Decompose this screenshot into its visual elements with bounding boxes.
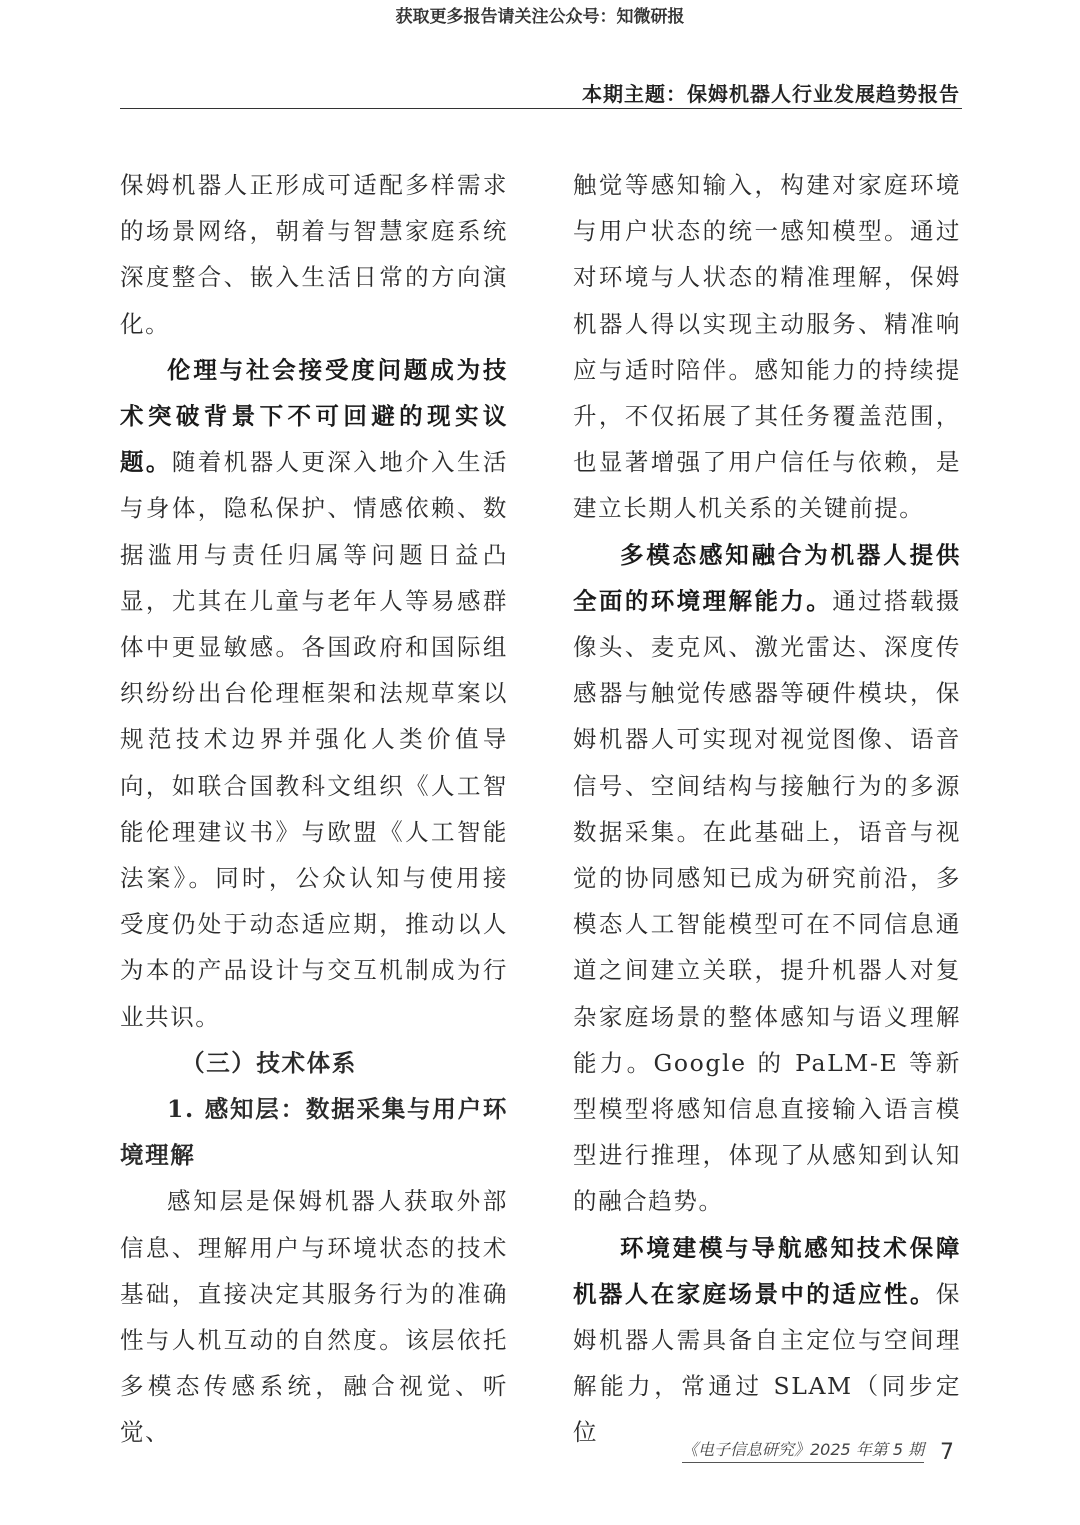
bold-lead: 伦理与社会接受度问题成为技术突破背景下不可回避的现实议题。	[120, 355, 508, 477]
paragraph	[573, 1225, 961, 1456]
paragraph: 感知层是保姆机器人获取外部信息、理解用户与环境状态的技术基础，直接决定其服务行为的准确性与人机互动的自然度。该层依托多模态传感系统，融合视觉、听觉、	[120, 1187, 508, 1447]
section-heading: （三）技术体系	[181, 1048, 357, 1077]
paragraph-text: 通过搭载摄像头、麦克风、激光雷达、深度传感器与触觉传感器等硬件模块，保姆机器人可实现对视觉图像、语音信号、空间结构与接触行为的多源数据采集。在此基础上，语音与视觉的协同感知已成为研究前沿，多模态人工智能模型可在不同信息通道之间建立关联，提升机器人对复杂家庭场景的整体感知与语义理解能力。Google 的 PaLM-E 等新型模型将感知信息直接输入语言模型进行推理，体现了从感知到认知的融合趋势。	[573, 586, 962, 1216]
left-column	[120, 162, 508, 1456]
page-number: 7	[940, 1440, 954, 1465]
running-head: 本期主题：保姆机器人行业发展趋势报告	[582, 82, 960, 106]
paragraph	[120, 347, 508, 1040]
paragraph	[573, 532, 961, 1225]
bold-lead: 环境建模与导航感知技术保障机器人在家庭场景中的适应性。	[573, 1233, 961, 1308]
paragraph-text: 保姆机器人需具备自主定位与空间理解能力，常通过 SLAM（同步定位	[573, 1279, 961, 1447]
right-column	[573, 162, 961, 1456]
header-divider	[120, 108, 962, 109]
bold-lead: 多模态感知融合为机器人提供全面的环境理解能力。	[573, 540, 961, 615]
promo-banner: 获取更多报告请关注公众号：知微研报	[395, 7, 685, 27]
paragraph: 触觉等感知输入，构建对家庭环境与用户状态的统一感知模型。通过对环境与人状态的精准理解，保姆机器人得以实现主动服务、精准响应与适时陪伴。感知能力的持续提升，不仅拓展了其任务覆盖范围，也显著增强了用户信任与依赖，是建立长期人机关系的关键前提。	[573, 171, 961, 523]
paragraph-text: 随着机器人更深入地介入生活与身体，隐私保护、情感依赖、数据滥用与责任归属等问题日益凸显，尤其在儿童与老年人等易感群体中更显敏感。各国政府和国际组织纷纷出台伦理框架和法规草案以规范技术边界并强化人类价值导向，如联合国教科文组织《人工智能伦理建议书》与欧盟《人工智能法案》。同时，公众认知与使用接受度仍处于动态适应期，推动以人为本的产品设计与交互机制成为行业共识。	[120, 448, 508, 1031]
journal-footer: 《电子信息研究》2025 年第 5 期	[682, 1437, 924, 1463]
subsection-heading: 1. 感知层：数据采集与用户环境理解	[120, 1095, 508, 1170]
paragraph: 保姆机器人正形成可适配多样需求的场景网络，朝着与智慧家庭系统深度整合、嵌入生活日常的方向演化。	[120, 171, 508, 338]
